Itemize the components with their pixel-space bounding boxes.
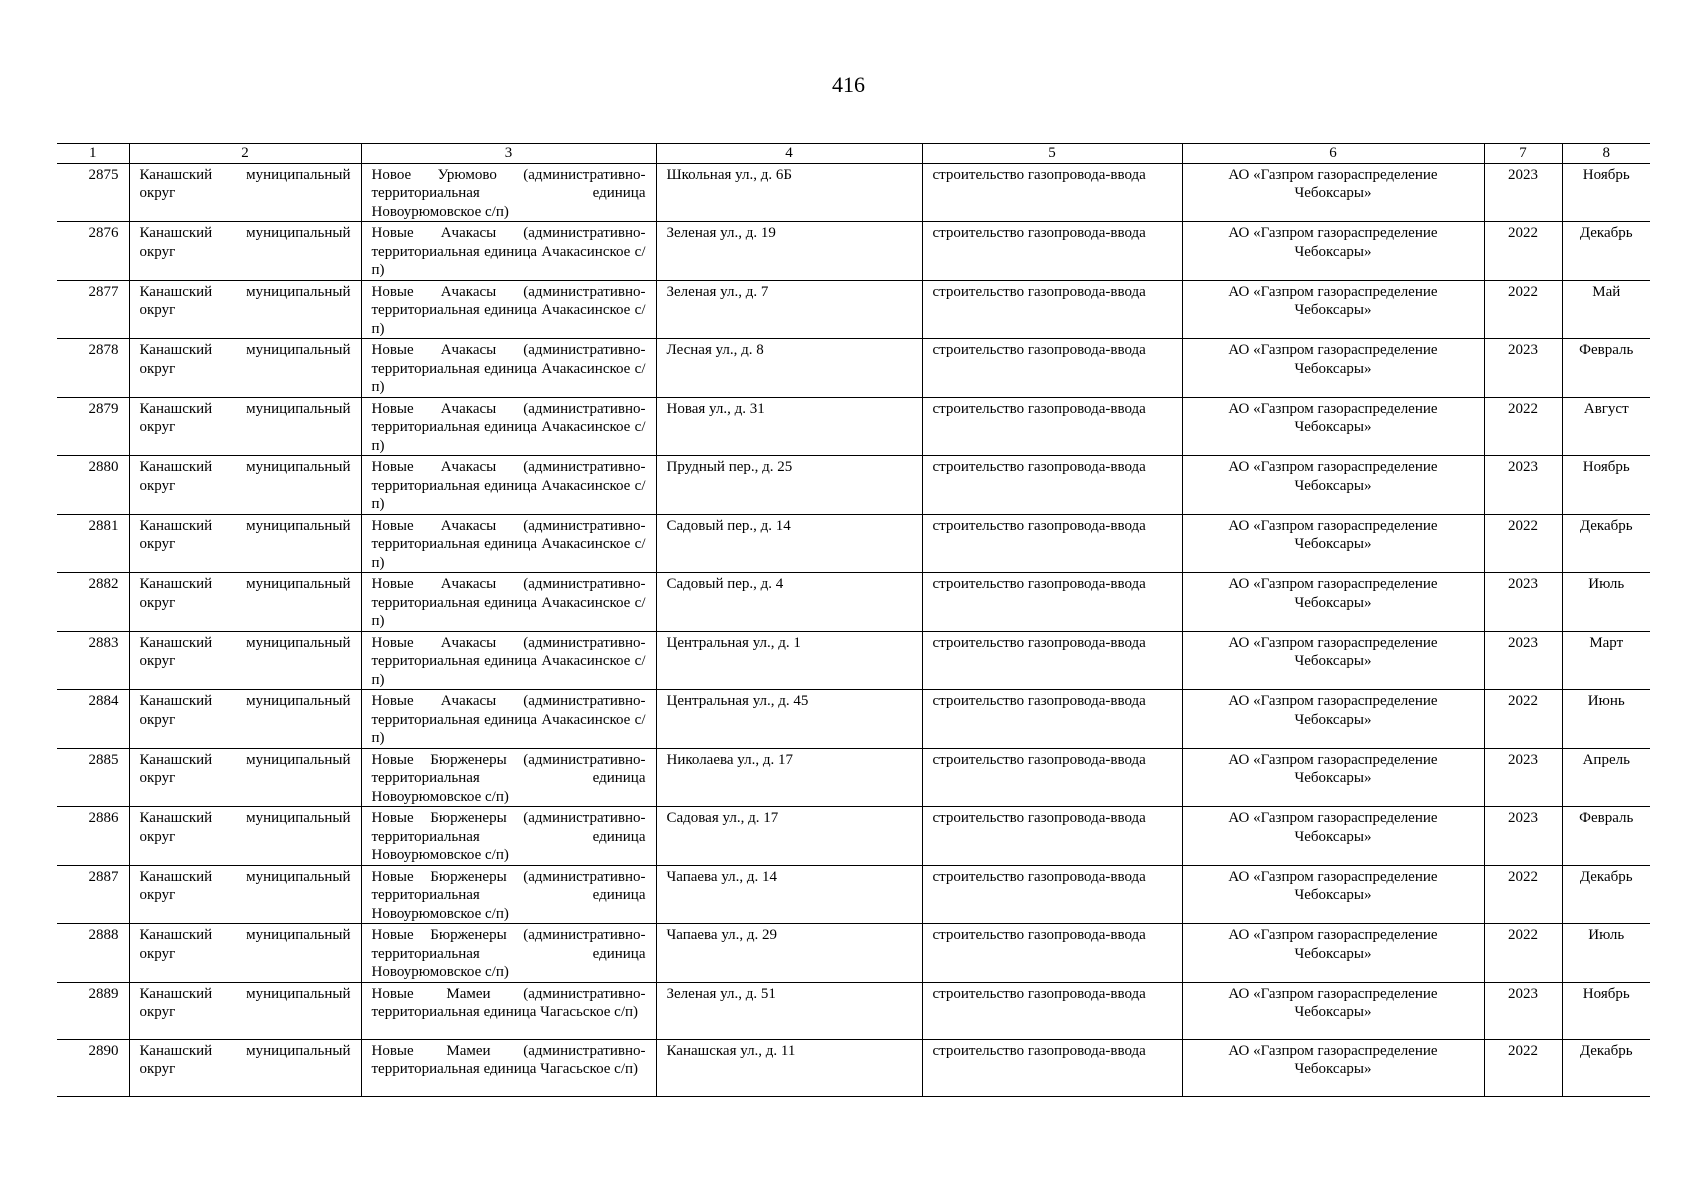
organization-cell: АО «Газпром газораспределение Чебоксары» — [1182, 397, 1484, 456]
locality-cell: Новые Ачакасы (административно-территориальная единица Ачакасинское с/п) — [361, 690, 656, 749]
work-type-cell: строительство газопровода-ввода — [922, 163, 1182, 222]
page-number: 416 — [832, 72, 865, 97]
work-type-cell: строительство газопровода-ввода — [922, 397, 1182, 456]
row-number: 2890 — [57, 1039, 129, 1096]
locality-cell: Новые Ачакасы (административно-территориальная единица Ачакасинское с/п) — [361, 514, 656, 573]
address-cell: Лесная ул., д. 8 — [656, 339, 922, 398]
year-cell: 2022 — [1484, 397, 1562, 456]
organization-cell: АО «Газпром газораспределение Чебоксары» — [1182, 865, 1484, 924]
header-row — [57, 144, 1650, 164]
month-cell: Февраль — [1562, 807, 1650, 866]
table-row — [57, 865, 1650, 924]
municipality-cell: Канашский муниципальный округ — [129, 748, 361, 807]
address-cell: Прудный пер., д. 25 — [656, 456, 922, 515]
locality-cell: Новые Бюрженеры (административно-территориальная единица Новоурюмовское с/п) — [361, 748, 656, 807]
municipality-cell: Канашский муниципальный округ — [129, 807, 361, 866]
municipality-cell: Канашский муниципальный округ — [129, 280, 361, 339]
column-header: 8 — [1562, 144, 1650, 164]
year-cell: 2022 — [1484, 924, 1562, 983]
column-header: 2 — [129, 144, 361, 164]
row-number: 2879 — [57, 397, 129, 456]
row-number: 2887 — [57, 865, 129, 924]
locality-cell: Новые Ачакасы (административно-территориальная единица Ачакасинское с/п) — [361, 280, 656, 339]
municipality-cell: Канашский муниципальный округ — [129, 397, 361, 456]
address-cell: Новая ул., д. 31 — [656, 397, 922, 456]
year-cell: 2023 — [1484, 631, 1562, 690]
row-number: 2884 — [57, 690, 129, 749]
municipality-cell: Канашский муниципальный округ — [129, 631, 361, 690]
table-row — [57, 631, 1650, 690]
organization-cell: АО «Газпром газораспределение Чебоксары» — [1182, 456, 1484, 515]
year-cell: 2022 — [1484, 280, 1562, 339]
year-cell: 2022 — [1484, 514, 1562, 573]
work-type-cell: строительство газопровода-ввода — [922, 339, 1182, 398]
work-type-cell: строительство газопровода-ввода — [922, 807, 1182, 866]
year-cell: 2022 — [1484, 222, 1562, 281]
locality-cell: Новые Ачакасы (административно-территориальная единица Ачакасинское с/п) — [361, 456, 656, 515]
year-cell: 2022 — [1484, 690, 1562, 749]
column-header: 4 — [656, 144, 922, 164]
municipality-cell: Канашский муниципальный округ — [129, 456, 361, 515]
work-type-cell: строительство газопровода-ввода — [922, 456, 1182, 515]
work-type-cell: строительство газопровода-ввода — [922, 573, 1182, 632]
locality-cell: Новые Бюрженеры (административно-территориальная единица Новоурюмовское с/п) — [361, 865, 656, 924]
row-number: 2883 — [57, 631, 129, 690]
work-type-cell: строительство газопровода-ввода — [922, 222, 1182, 281]
work-type-cell: строительство газопровода-ввода — [922, 865, 1182, 924]
year-cell: 2023 — [1484, 748, 1562, 807]
address-cell: Садовый пер., д. 4 — [656, 573, 922, 632]
address-cell: Николаева ул., д. 17 — [656, 748, 922, 807]
row-number: 2882 — [57, 573, 129, 632]
organization-cell: АО «Газпром газораспределение Чебоксары» — [1182, 982, 1484, 1039]
organization-cell: АО «Газпром газораспределение Чебоксары» — [1182, 1039, 1484, 1096]
table-row — [57, 573, 1650, 632]
organization-cell: АО «Газпром газораспределение Чебоксары» — [1182, 748, 1484, 807]
organization-cell: АО «Газпром газораспределение Чебоксары» — [1182, 690, 1484, 749]
year-cell: 2023 — [1484, 573, 1562, 632]
row-number: 2888 — [57, 924, 129, 983]
table-row — [57, 339, 1650, 398]
locality-cell: Новые Ачакасы (административно-территориальная единица Ачакасинское с/п) — [361, 397, 656, 456]
column-header: 7 — [1484, 144, 1562, 164]
table-row — [57, 807, 1650, 866]
locality-cell: Новые Бюрженеры (административно-территориальная единица Новоурюмовское с/п) — [361, 924, 656, 983]
table-row — [57, 397, 1650, 456]
year-cell: 2023 — [1484, 163, 1562, 222]
month-cell: Май — [1562, 280, 1650, 339]
locality-cell: Новое Урюмово (административно-территориальная единица Новоурюмовское с/п) — [361, 163, 656, 222]
municipality-cell: Канашский муниципальный округ — [129, 865, 361, 924]
address-cell: Садовая ул., д. 17 — [656, 807, 922, 866]
table-row — [57, 690, 1650, 749]
month-cell: Декабрь — [1562, 1039, 1650, 1096]
address-cell: Школьная ул., д. 6Б — [656, 163, 922, 222]
month-cell: Июль — [1562, 924, 1650, 983]
address-cell: Чапаева ул., д. 14 — [656, 865, 922, 924]
organization-cell: АО «Газпром газораспределение Чебоксары» — [1182, 222, 1484, 281]
month-cell: Декабрь — [1562, 514, 1650, 573]
locality-cell: Новые Мамеи (административно-территориальная единица Чагасьское с/п) — [361, 1039, 656, 1096]
row-number: 2881 — [57, 514, 129, 573]
year-cell: 2023 — [1484, 982, 1562, 1039]
work-type-cell: строительство газопровода-ввода — [922, 924, 1182, 983]
municipality-cell: Канашский муниципальный округ — [129, 924, 361, 983]
work-type-cell: строительство газопровода-ввода — [922, 514, 1182, 573]
work-type-cell: строительство газопровода-ввода — [922, 1039, 1182, 1096]
month-cell: Август — [1562, 397, 1650, 456]
table-row — [57, 1039, 1650, 1096]
row-number: 2889 — [57, 982, 129, 1039]
organization-cell: АО «Газпром газораспределение Чебоксары» — [1182, 280, 1484, 339]
month-cell: Апрель — [1562, 748, 1650, 807]
month-cell: Декабрь — [1562, 865, 1650, 924]
table-row — [57, 748, 1650, 807]
address-cell: Центральная ул., д. 45 — [656, 690, 922, 749]
municipality-cell: Канашский муниципальный округ — [129, 573, 361, 632]
table-row — [57, 982, 1650, 1039]
year-cell: 2022 — [1484, 1039, 1562, 1096]
address-cell: Садовый пер., д. 14 — [656, 514, 922, 573]
table-row — [57, 514, 1650, 573]
municipality-cell: Канашский муниципальный округ — [129, 514, 361, 573]
month-cell: Ноябрь — [1562, 163, 1650, 222]
address-cell: Канашская ул., д. 11 — [656, 1039, 922, 1096]
year-cell: 2023 — [1484, 339, 1562, 398]
month-cell: Июль — [1562, 573, 1650, 632]
municipality-cell: Канашский муниципальный округ — [129, 690, 361, 749]
row-number: 2886 — [57, 807, 129, 866]
work-type-cell: строительство газопровода-ввода — [922, 631, 1182, 690]
locality-cell: Новые Ачакасы (административно-территориальная единица Ачакасинское с/п) — [361, 222, 656, 281]
municipality-cell: Канашский муниципальный округ — [129, 163, 361, 222]
row-number: 2878 — [57, 339, 129, 398]
organization-cell: АО «Газпром газораспределение Чебоксары» — [1182, 924, 1484, 983]
municipality-cell: Канашский муниципальный округ — [129, 1039, 361, 1096]
address-cell: Чапаева ул., д. 29 — [656, 924, 922, 983]
column-header: 5 — [922, 144, 1182, 164]
locality-cell: Новые Ачакасы (административно-территориальная единица Ачакасинское с/п) — [361, 339, 656, 398]
column-header: 3 — [361, 144, 656, 164]
year-cell: 2023 — [1484, 807, 1562, 866]
row-number: 2877 — [57, 280, 129, 339]
work-type-cell: строительство газопровода-ввода — [922, 748, 1182, 807]
municipality-cell: Канашский муниципальный округ — [129, 339, 361, 398]
month-cell: Март — [1562, 631, 1650, 690]
table-row — [57, 222, 1650, 281]
row-number: 2880 — [57, 456, 129, 515]
organization-cell: АО «Газпром газораспределение Чебоксары» — [1182, 573, 1484, 632]
organization-cell: АО «Газпром газораспределение Чебоксары» — [1182, 807, 1484, 866]
month-cell: Февраль — [1562, 339, 1650, 398]
organization-cell: АО «Газпром газораспределение Чебоксары» — [1182, 514, 1484, 573]
work-type-cell: строительство газопровода-ввода — [922, 280, 1182, 339]
table-row — [57, 280, 1650, 339]
row-number: 2876 — [57, 222, 129, 281]
row-number: 2885 — [57, 748, 129, 807]
municipality-cell: Канашский муниципальный округ — [129, 222, 361, 281]
column-header: 1 — [57, 144, 129, 164]
table-row — [57, 924, 1650, 983]
organization-cell: АО «Газпром газораспределение Чебоксары» — [1182, 631, 1484, 690]
address-cell: Зеленая ул., д. 19 — [656, 222, 922, 281]
table-row — [57, 163, 1650, 222]
address-cell: Центральная ул., д. 1 — [656, 631, 922, 690]
year-cell: 2023 — [1484, 456, 1562, 515]
month-cell: Ноябрь — [1562, 456, 1650, 515]
locality-cell: Новые Ачакасы (административно-территориальная единица Ачакасинское с/п) — [361, 631, 656, 690]
address-cell: Зеленая ул., д. 51 — [656, 982, 922, 1039]
month-cell: Июнь — [1562, 690, 1650, 749]
column-header: 6 — [1182, 144, 1484, 164]
row-number: 2875 — [57, 163, 129, 222]
gas-connection-table — [57, 143, 1650, 1097]
locality-cell: Новые Мамеи (административно-территориальная единица Чагасьское с/п) — [361, 982, 656, 1039]
table-row — [57, 456, 1650, 515]
address-cell: Зеленая ул., д. 7 — [656, 280, 922, 339]
organization-cell: АО «Газпром газораспределение Чебоксары» — [1182, 163, 1484, 222]
month-cell: Декабрь — [1562, 222, 1650, 281]
work-type-cell: строительство газопровода-ввода — [922, 690, 1182, 749]
work-type-cell: строительство газопровода-ввода — [922, 982, 1182, 1039]
municipality-cell: Канашский муниципальный округ — [129, 982, 361, 1039]
month-cell: Ноябрь — [1562, 982, 1650, 1039]
year-cell: 2022 — [1484, 865, 1562, 924]
locality-cell: Новые Ачакасы (административно-территориальная единица Ачакасинское с/п) — [361, 573, 656, 632]
organization-cell: АО «Газпром газораспределение Чебоксары» — [1182, 339, 1484, 398]
locality-cell: Новые Бюрженеры (административно-территориальная единица Новоурюмовское с/п) — [361, 807, 656, 866]
